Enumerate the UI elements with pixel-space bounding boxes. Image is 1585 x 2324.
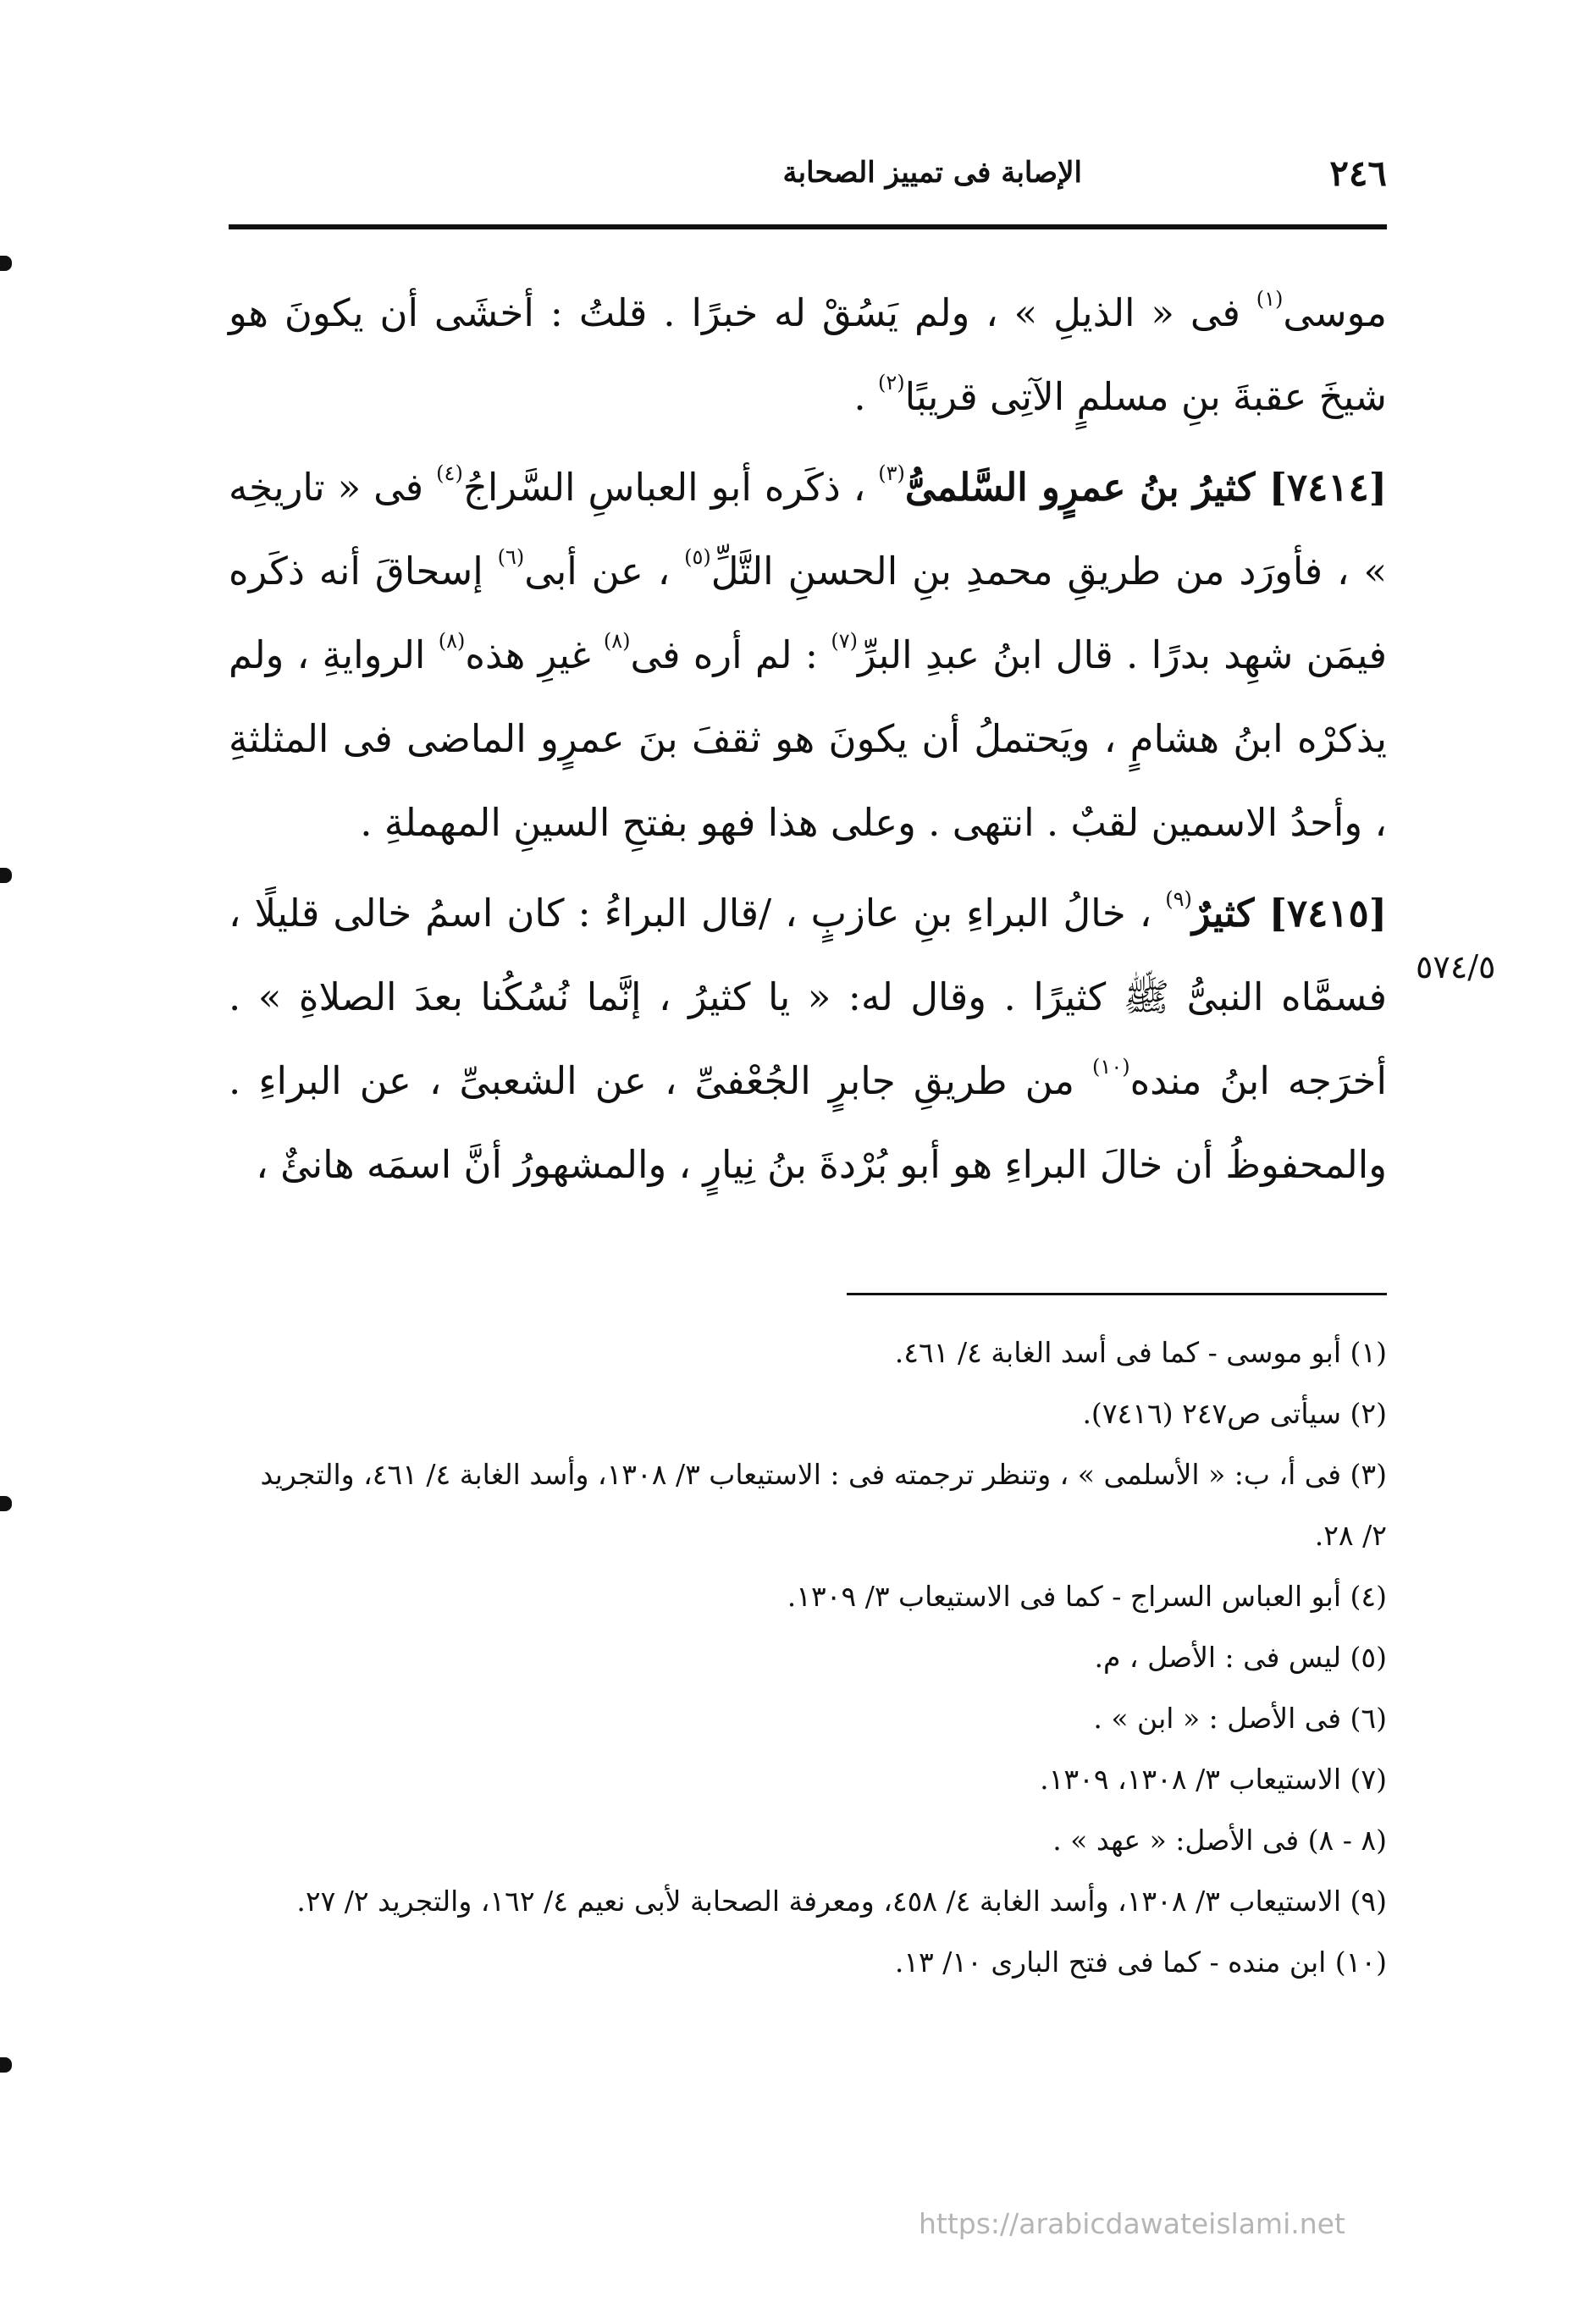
footnote-marker[interactable]: (٧): [831, 629, 858, 653]
text-run: الروايةِ ، ولم يذكرْه ابنُ هشامٍ ، ويَحتملُ أن يكونَ هو ثقفَ بنَ عمرٍو الماضى فى المثلثةِ ، وأحدُ الاسمين لقبٌ . انتهى . وعلى هذا فهو بفتحِ السينِ المهملةِ .: [229, 632, 1387, 845]
text-run: فى « الذيلِ » ، ولم يَسُقْ له خبرًا . قلتُ : أخشَى أن يكونَ هو شيخَ عقبةَ بنِ مسلمٍ الآتِى قريبًا: [229, 290, 1387, 419]
paragraph-continuation: [229, 271, 1387, 439]
footnote-3: (٣) فى أ، ب: « الأسلمى » ، وتنظر ترجمته فى : الاستيعاب ٣/ ١٣٠٨، وأسد الغابة ٤/ ٤٦١، والتجريد ٢/ ٢٨.: [260, 1458, 1387, 1552]
entry-name: كثيرٌ: [1191, 891, 1255, 936]
page-number: ٢٤٦: [1329, 152, 1387, 194]
footnote-marker[interactable]: (٤): [436, 461, 463, 485]
footnote-marker[interactable]: (١): [1256, 287, 1284, 311]
footnote-9: (٩) الاستيعاب ٣/ ١٣٠٨، وأسد الغابة ٤/ ٤٥٨، ومعرفة الصحابة لأبى نعيم ٤/ ١٦٢، والتجريد ٢/ ٢٧.: [296, 1885, 1387, 1918]
text-run: إسحاقَ أنه ذكَره فيمَن شهِد بدرًا . قال ابنُ عبدِ البرِّ: [229, 549, 1387, 677]
footnote-6: (٦) فى الأصل : « ابن » .: [1093, 1702, 1387, 1735]
footnote-7: (٧) الاستيعاب ٣/ ١٣٠٨، ١٣٠٩.: [1040, 1763, 1387, 1796]
footnote-marker[interactable]: (٨): [438, 629, 466, 653]
footnote-rule: [847, 1293, 1387, 1295]
text-run: فى « تاريخِه » ، فأورَد من طريقِ محمدِ بنِ الحسنِ التَّلِّ: [229, 465, 1387, 593]
footnote-marker[interactable]: (٢): [877, 371, 905, 395]
binding-mark: [0, 868, 12, 883]
footnote-marker[interactable]: (٥): [684, 545, 711, 569]
footnote-5: (٥) ليس فى : الأصل ، م.: [1094, 1641, 1387, 1674]
footnote-8: (٨ - ٨) فى الأصل: « عهد » .: [1052, 1824, 1387, 1857]
watermark: https://arabicdawateislami.net: [919, 2207, 1345, 2240]
running-title: الإصابة فى تمييز الصحابة: [782, 156, 1082, 190]
page-header: [229, 152, 1387, 200]
footnote-marker[interactable]: (٨): [603, 629, 631, 653]
text-run: موسى: [1283, 290, 1387, 335]
text-run: غيرِ هذه: [465, 632, 604, 677]
footnote-2: (٢) سيأتى ص٢٤٧ (٧٤١٦).: [1082, 1397, 1387, 1430]
entry-7415: [229, 871, 1387, 1206]
entry-number: [٧٤١٥]: [1254, 891, 1387, 936]
entry-name: كثيرُ بنُ عمرٍو السَّلمىُّ: [904, 465, 1256, 510]
footnote-10: (١٠) ابن منده - كما فى فتح البارى ١٠/ ١٣.: [894, 1946, 1387, 1979]
footnote-marker[interactable]: (١٠): [1092, 1055, 1130, 1079]
footnote-1: (١) أبو موسى - كما فى أسد الغابة ٤/ ٤٦١.: [894, 1336, 1387, 1369]
footnote-4: (٤) أبو العباس السراج - كما فى الاستيعاب ٣/ ١٣٠٩.: [787, 1580, 1387, 1613]
header-rule: [229, 224, 1387, 229]
margin-reference: ٥٧٤/٥: [1416, 948, 1496, 985]
footnotes: [229, 1322, 1387, 1993]
binding-mark: [0, 256, 12, 271]
text-run: ، ذكَره أبو العباسِ السَّراجُ: [462, 465, 879, 510]
text-run: ، عن أبى: [524, 549, 685, 593]
text-run: : لم أره فى: [630, 632, 831, 677]
text-run: ، خالُ البراءِ بنِ عازبٍ ، /قال البراءُ : كان اسمُ خالى قليلًا ، فسمَّاه النبىُّ ﷺ كثيرًا . وقال له: « يا كثيرُ ، إنَّما نُسُكُنا بعدَ الصلاةِ » . أخرَجه ابنُ منده: [229, 891, 1387, 1103]
main-text: [229, 271, 1387, 1206]
binding-mark: [0, 2057, 12, 2073]
entry-number: [٧٤١٤]: [1255, 465, 1387, 510]
text-run: من طريقِ جابرٍ الجُعْفىِّ ، عن الشعبىِّ ، عن البراءِ . والمحفوظُ أن خالَ البراءِ هو أبو بُرْدةَ بنُ نِيارٍ ، والمشهورُ أنَّ اسمَه هانئٌ ،: [229, 1058, 1387, 1187]
footnote-marker[interactable]: (٩): [1165, 887, 1192, 911]
text-run: .: [853, 374, 878, 419]
footnote-marker[interactable]: (٣): [878, 461, 905, 485]
binding-mark: [0, 1496, 12, 1511]
entry-7414: [229, 445, 1387, 864]
footnote-marker[interactable]: (٦): [497, 545, 525, 569]
